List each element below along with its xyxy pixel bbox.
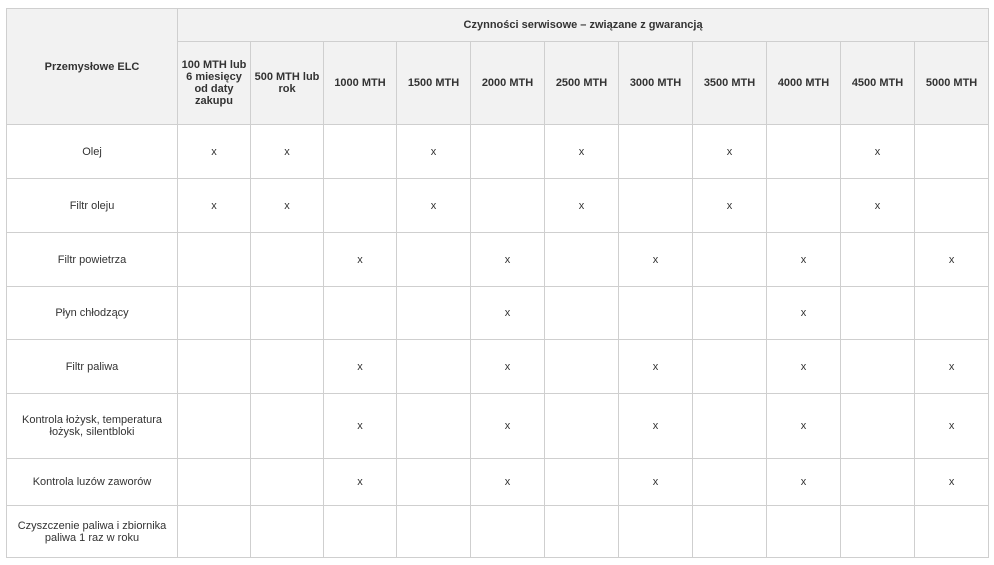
table-cell: x: [915, 340, 989, 394]
table-cell: x: [619, 459, 693, 506]
column-header: 2000 MTH: [471, 42, 545, 125]
column-header: 3000 MTH: [619, 42, 693, 125]
column-header: 3500 MTH: [693, 42, 767, 125]
table-cell: [841, 506, 915, 558]
table-cell: [251, 394, 324, 459]
row-label: Czyszczenie paliwa i zbiornika paliwa 1 raz w roku: [7, 506, 178, 558]
table-cell: x: [619, 394, 693, 459]
table-cell: x: [397, 179, 471, 233]
table-cell: x: [178, 179, 251, 233]
row-label: Kontrola łożysk, temperatura łożysk, silentbloki: [7, 394, 178, 459]
table-cell: x: [324, 459, 397, 506]
table-cell: [471, 506, 545, 558]
table-cell: [397, 459, 471, 506]
table-cell: [178, 340, 251, 394]
table-row: [7, 506, 989, 558]
table-cell: [545, 459, 619, 506]
table-cell: x: [767, 233, 841, 287]
table-cell: x: [767, 340, 841, 394]
table-cell: [915, 179, 989, 233]
table-cell: [545, 287, 619, 340]
table-cell: [324, 287, 397, 340]
table-cell: x: [471, 340, 545, 394]
table-cell: x: [841, 125, 915, 179]
table-cell: x: [767, 394, 841, 459]
row-label: Filtr paliwa: [7, 340, 178, 394]
table-cell: [619, 179, 693, 233]
table-cell: [619, 506, 693, 558]
table-cell: [545, 506, 619, 558]
column-header: 4500 MTH: [841, 42, 915, 125]
table-cell: [397, 394, 471, 459]
table-cell: x: [915, 233, 989, 287]
column-header: 1000 MTH: [324, 42, 397, 125]
table-row: [7, 179, 989, 233]
table-cell: [841, 394, 915, 459]
table-cell: x: [545, 179, 619, 233]
row-label: Filtr powietrza: [7, 233, 178, 287]
table-cell: x: [178, 125, 251, 179]
column-header: 100 MTH lub 6 miesięcy od daty zakupu: [178, 42, 251, 125]
row-label: Olej: [7, 125, 178, 179]
table-cell: x: [251, 179, 324, 233]
table-cell: [178, 287, 251, 340]
table-cell: [471, 125, 545, 179]
table-cell: [251, 233, 324, 287]
row-label: Kontrola luzów zaworów: [7, 459, 178, 506]
table-cell: [324, 179, 397, 233]
table-cell: x: [471, 394, 545, 459]
table-cell: [545, 233, 619, 287]
table-cell: [178, 233, 251, 287]
table-cell: [619, 287, 693, 340]
table-cell: [251, 287, 324, 340]
table-row: [7, 394, 989, 459]
table-cell: x: [915, 394, 989, 459]
table-cell: [545, 340, 619, 394]
table-cell: [693, 506, 767, 558]
group-header: Czynności serwisowe – związane z gwarancją: [178, 9, 989, 42]
table-cell: x: [324, 233, 397, 287]
table-cell: [841, 459, 915, 506]
table-cell: [915, 506, 989, 558]
table-cell: x: [619, 340, 693, 394]
table-cell: [178, 506, 251, 558]
row-label: Filtr oleju: [7, 179, 178, 233]
table-cell: x: [397, 125, 471, 179]
table-cell: [693, 459, 767, 506]
table-cell: [693, 233, 767, 287]
table-cell: [767, 179, 841, 233]
service-table-container: [6, 8, 989, 558]
table-cell: [619, 125, 693, 179]
table-cell: x: [693, 179, 767, 233]
table-cell: [767, 125, 841, 179]
table-cell: x: [545, 125, 619, 179]
table-cell: x: [767, 287, 841, 340]
table-cell: x: [841, 179, 915, 233]
table-cell: [471, 179, 545, 233]
table-cell: [251, 506, 324, 558]
table-cell: x: [471, 459, 545, 506]
table-cell: [178, 459, 251, 506]
column-header: 5000 MTH: [915, 42, 989, 125]
table-row: [7, 287, 989, 340]
table-cell: [397, 506, 471, 558]
table-row: [7, 340, 989, 394]
table-row: [7, 233, 989, 287]
table-cell: [841, 340, 915, 394]
table-cell: x: [324, 340, 397, 394]
table-cell: x: [767, 459, 841, 506]
row-label: Płyn chłodzący: [7, 287, 178, 340]
table-cell: [324, 125, 397, 179]
table-cell: [324, 506, 397, 558]
table-cell: [693, 340, 767, 394]
table-cell: [397, 340, 471, 394]
table-cell: x: [471, 287, 545, 340]
column-header: 500 MTH lub rok: [251, 42, 324, 125]
table-cell: [693, 394, 767, 459]
table-cell: [841, 287, 915, 340]
table-cell: x: [251, 125, 324, 179]
table-cell: [251, 340, 324, 394]
table-cell: [545, 394, 619, 459]
table-cell: [397, 287, 471, 340]
table-cell: x: [915, 459, 989, 506]
table-cell: [915, 287, 989, 340]
column-header: 2500 MTH: [545, 42, 619, 125]
table-cell: [251, 459, 324, 506]
table-cell: [915, 125, 989, 179]
table-cell: x: [619, 233, 693, 287]
table-cell: x: [471, 233, 545, 287]
column-header: 4000 MTH: [767, 42, 841, 125]
corner-header: Przemysłowe ELC: [7, 9, 178, 125]
table-cell: x: [324, 394, 397, 459]
column-header: 1500 MTH: [397, 42, 471, 125]
table-cell: [178, 394, 251, 459]
table-cell: [693, 287, 767, 340]
table-cell: [841, 233, 915, 287]
table-row: [7, 125, 989, 179]
table-cell: x: [693, 125, 767, 179]
table-cell: [397, 233, 471, 287]
service-table: [6, 8, 989, 558]
table-row: [7, 459, 989, 506]
table-cell: [767, 506, 841, 558]
